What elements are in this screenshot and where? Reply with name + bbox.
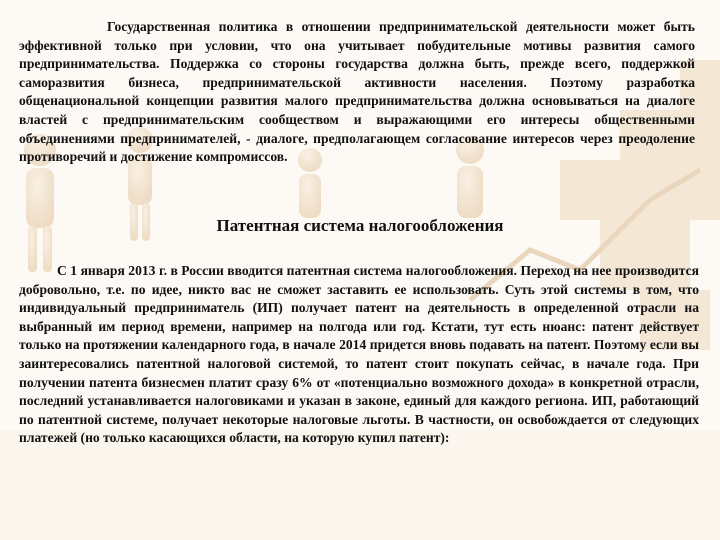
intro-paragraph: Государственная политика в отношении предпринимательской деятельности может быть эффективной только при условии, что она учитывает побудительные мотивы развития самого предпринимательства. Поддержка со стороны государства должна быть, прежде всего, поддержкой саморазвития бизнеса, предпринимательской активности населения. Поэтому разработка общенациональной концепции развития малого предпринимательства должна основываться на диалоге властей с предпринимательским сообществом и выражающими его интересы общественными объединениями предпринимателей, - диалоге, предполагающем согласование интересов через преодоление противоречий и достижение компромиссов. — [19, 19, 695, 165]
section-heading: Патентная система налогообложения — [216, 216, 504, 235]
section-paragraph: С 1 января 2013 г. в России вводится патентная система налогообложения. Переход на нее производится добровольно, т.е. по идее, никто вас не сможет заставить ее использовать. Суть этой системы в том, что индивидуальный предприниматель (ИП) получает патент на деятельность в определенной отрасли на выбранный им период времени, например на полгода или год. Кстати, тут есть нюанс: патент действует только на протяжении календарного года, в начале 2014 придется вновь подавать на патент. Поэтому если вы заинтересовались патентной налоговой системой, то патент стоит покупать сейчас, в начале года. При получении патента бизнесмен платит сразу 6% от «потенциально возможного дохода» в конкретной отрасли, последний устанавливается налоговиками и указан в законе, единый для каждого региона. ИП, работающий по патентной системе, получает некоторые налоговые льготы. В частности, он освобождается от следующих платежей (но только касающихся области, на которую купил патент): — [19, 263, 699, 446]
